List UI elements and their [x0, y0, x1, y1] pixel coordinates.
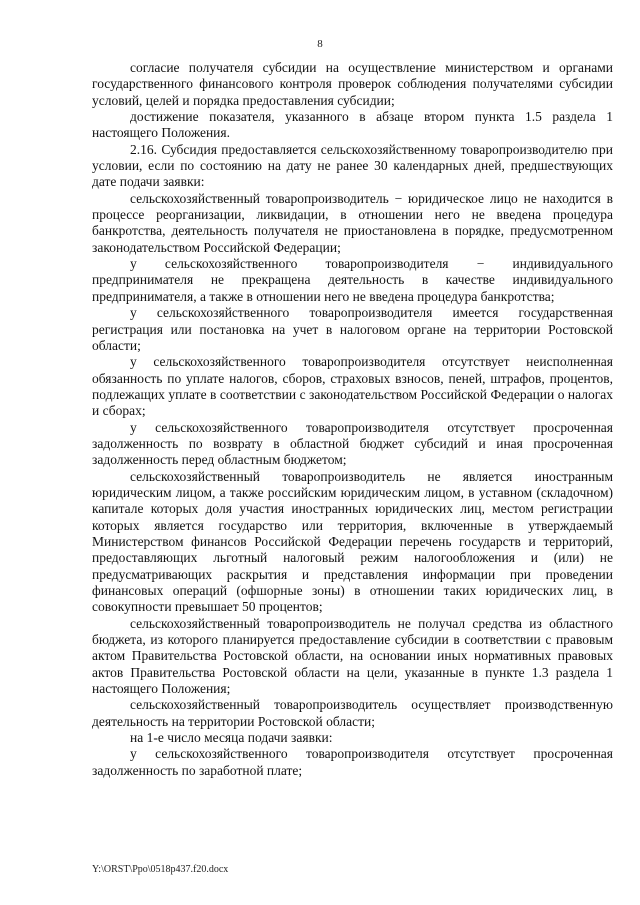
- paragraph: согласие получателя субсидии на осуществление министерством и органами государственного финансового контроля проверок соблюдения получателями субсидии условий, целей и порядка предоставления субсидии;: [92, 60, 613, 108]
- footer-file-path: Y:\ORST\Ppo\0518p437.f20.docx: [92, 864, 229, 875]
- paragraph: на 1-е число месяца подачи заявки:: [130, 730, 333, 746]
- paragraph: сельскохозяйственный товаропроизводитель не получал средства из областного бюджета, из которого планируется предоставление субсидии в соответствии с правовым актом Правительства Ростовской области, на основании иных нормативных правовых актов Правительства Ростовской области на цели, указанные в пункте 1.3 раздела 1 настоящего Положения;: [92, 615, 613, 697]
- paragraph: сельскохозяйственный товаропроизводитель − юридическое лицо не находится в процессе реорганизации, ликвидации, в отношении него не введена процедура банкротства, деятельность получателя не приостановлена в порядке, предусмотренном законодательством Российской Федерации;: [92, 190, 613, 255]
- paragraph: 2.16. Субсидия предоставляется сельскохозяйственному товаропроизводителю при условии, если по состоянию на дату не ранее 30 календарных дней, предшествующих дате подачи заявки:: [92, 141, 613, 190]
- paragraph: сельскохозяйственный товаропроизводитель не является иностранным юридическим лицом, а также российским юридическим лицом, в уставном (складочном) капитале которых доля участия иностранных юридических лиц, местом регистрации которых является государство или территория, включенные в утверждаемый Министерством финансов Российской Федерации перечень государств и территорий, предоставляющих льготный налоговый режим налогообложения и (или) не предусматривающих раскрытия и представления информации при проведении финансовых операций (офшорные зоны) в отношении таких юридических лиц, в совокупности превышает 50 процентов;: [92, 468, 613, 615]
- paragraph: у сельскохозяйственного товаропроизводителя − индивидуального предпринимателя не прекращена деятельность в качестве индивидуального предпринимателя, а также в отношении него не введена процедура банкротства;: [92, 256, 613, 304]
- paragraph: у сельскохозяйственного товаропроизводителя отсутствует просроченная задолженность по возврату в областной бюджет субсидий и иная просроченная задолженность перед областным бюджетом;: [92, 419, 613, 468]
- paragraph: сельскохозяйственный товаропроизводитель осуществляет производственную деятельность на территории Ростовской области;: [92, 697, 613, 729]
- paragraph: достижение показателя, указанного в абзаце втором пункта 1.5 раздела 1 настоящего Положения.: [92, 109, 613, 141]
- page-number: 8: [317, 38, 323, 50]
- paragraph: у сельскохозяйственного товаропроизводителя отсутствует просроченная задолженность по заработной плате;: [92, 746, 613, 778]
- document-body: [92, 60, 613, 779]
- paragraph: у сельскохозяйственного товаропроизводителя отсутствует неисполненная обязанность по уплате налогов, сборов, страховых взносов, пеней, штрафов, процентов, подлежащих уплате в соответствии с законодательством Российской Федерации о налогах и сборах;: [92, 354, 613, 419]
- paragraph: у сельскохозяйственного товаропроизводителя имеется государственная регистрация или постановка на учет в налоговом органе на территории Ростовской области;: [92, 305, 613, 353]
